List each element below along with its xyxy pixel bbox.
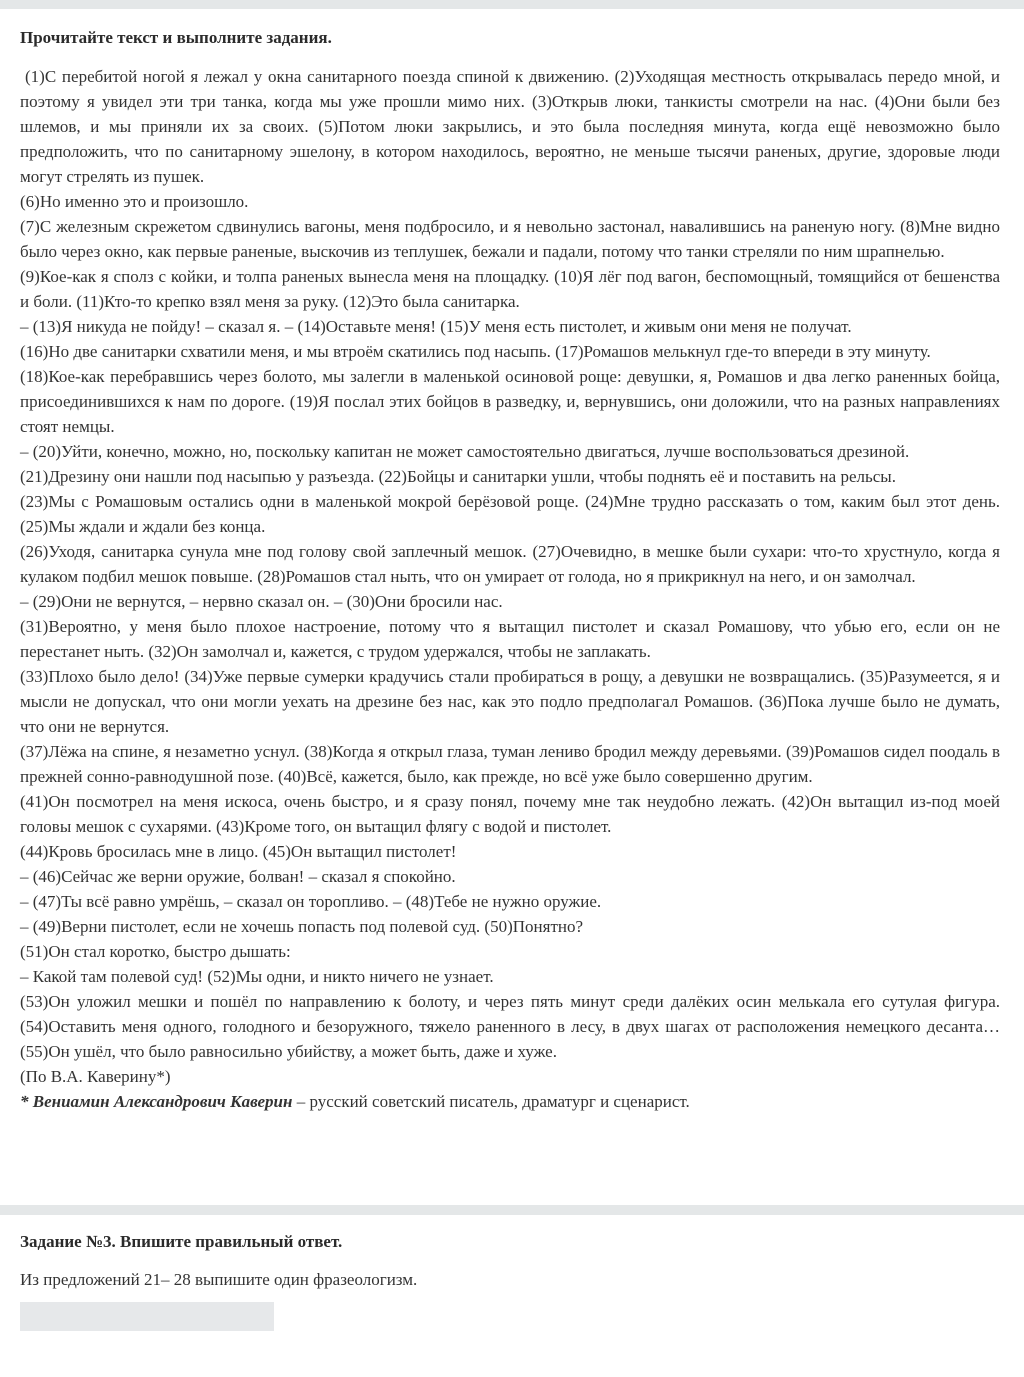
- story-paragraph: – (29)Они не вернутся, – нервно сказал он. – (30)Они бросили нас.: [20, 592, 503, 611]
- story-paragraph: – (20)Уйти, конечно, можно, но, поскольку капитан не может самостоятельно двигаться, лучше воспользоваться дрезиной.: [20, 442, 910, 461]
- footnote-text: – русский советский писатель, драматург и сценарист.: [292, 1092, 690, 1111]
- story-paragraph: (6)Но именно это и произошло.: [20, 192, 249, 211]
- story-paragraph: – (47)Ты всё равно умрёшь, – сказал он торопливо. – (48)Тебе не нужно оружие.: [20, 892, 602, 911]
- page-heading: Прочитайте текст и выполните задания.: [20, 28, 332, 47]
- task-question: Из предложений 21– 28 выпишите один фразеологизм.: [20, 1270, 418, 1289]
- story-paragraph: – (13)Я никуда не пойду! – сказал я. – (14)Оставьте меня! (15)У меня есть пистолет, и живым они меня не получат.: [20, 317, 852, 336]
- task-title: Задание №3. Впишите правильный ответ.: [20, 1232, 343, 1251]
- story-paragraph: (51)Он стал коротко, быстро дышать:: [20, 942, 291, 961]
- task-section: [20, 1229, 1000, 1292]
- section-divider-bar: [0, 1205, 1024, 1215]
- story-paragraph: (21)Дрезину они нашли под насыпью у разъезда. (22)Бойцы и санитарки ушли, чтобы поднять её и поставить на рельсы.: [20, 467, 896, 486]
- story-paragraph: (18)Кое-как перебравшись через болото, мы залегли в маленькой осиновой роще: девушки, я, Ромашов и два легко раненных бойца, присоединившихся к нам по дороге. (19)Я послал этих бойцов в разведку, и, вернувшись, они доложили, что на разных направлениях стоят немцы.: [20, 367, 1000, 436]
- story-paragraph: (37)Лёжа на спине, я незаметно уснул. (38)Когда я открыл глаза, туман лениво бродил между деревьями. (39)Ромашов сидел поодаль в прежней сонно-равнодушной позе. (40)Всё, кажется, было, как прежде, но всё уже было совершенно другим.: [20, 742, 1000, 786]
- story-paragraph: (44)Кровь бросилась мне в лицо. (45)Он вытащил пистолет!: [20, 842, 457, 861]
- story-paragraph: (7)С железным скрежетом сдвинулись вагоны, меня подбросило, и я невольно застонал, навалившись на раненую ногу. (8)Мне видно было через окно, как первые раненые, выскочив из теплушек, бежали и падали, потому что танки стреляли по ним шрапнелью.: [20, 217, 1000, 261]
- story-paragraph: (53)Он уложил мешки и пошёл по направлению к болоту, и через пять минут среди далёких осин мелькала его сутулая фигура. (54)Оставить меня одного, голодного и безоружного, тяжело раненного в лесу, в двух шагах от расположения немецкого десанта… (55)Он ушёл, что было равносильно убийству, а может быть, даже и хуже.: [20, 992, 1000, 1061]
- story-paragraph: (1)С перебитой ногой я лежал у окна санитарного поезда спиной к движению. (2)Уходящая местность открывалась передо мной, и поэтому я увидел эти три танка, когда мы уже прошли мимо них. (3)Открыв люки, танкисты смотрели на нас. (4)Они были без шлемов, и мы приняли их за своих. (5)Потом люки закрылись, и это была последняя минута, когда ещё невозможно было предположить, что по санитарному эшелону, в котором находилось, вероятно, не меньше тысячи раненых, другие, здоровые люди могут стрелять из пушек.: [20, 67, 1000, 186]
- author-footnote: [20, 1089, 1000, 1114]
- story-paragraph: (41)Он посмотрел на меня искоса, очень быстро, и я сразу понял, почему мне так неудобно лежать. (42)Он вытащил из-под моей головы мешок с сухарями. (43)Кроме того, он вытащил флягу с водой и пистолет.: [20, 792, 1000, 836]
- story-paragraph: (26)Уходя, санитарка сунула мне под голову свой заплечный мешок. (27)Очевидно, в мешке были сухари: что-то хрустнуло, когда я кулаком подбил мешок повыше. (28)Ромашов стал ныть, что он умирает от голода, но я прикрикнул на него, и он замолчал.: [20, 542, 1000, 586]
- story-paragraph: – (46)Сейчас же верни оружие, болван! – сказал я спокойно.: [20, 867, 456, 886]
- reading-text-block: [20, 25, 1000, 1114]
- story-paragraph: (31)Вероятно, у меня было плохое настроение, потому что я вытащил пистолет и сказал Ромашову, что убью его, если он не перестанет ныть. (32)Он замолчал и, кажется, с трудом удержался, чтобы не заплакать.: [20, 617, 1000, 661]
- answer-input[interactable]: [20, 1302, 274, 1331]
- story-paragraph: – (49)Верни пистолет, если не хочешь попасть под полевой суд. (50)Понятно?: [20, 917, 584, 936]
- footnote-author: * Вениамин Александрович Каверин: [20, 1092, 293, 1111]
- story-paragraph: (23)Мы с Ромашовым остались одни в маленькой мокрой берёзовой роще. (24)Мне трудно рассказать о том, каким был этот день. (25)Мы ждали и ждали без конца.: [20, 492, 1000, 536]
- source-attribution: (По В.А. Каверину*): [20, 1067, 171, 1086]
- story-paragraph: (9)Кое-как я сполз с койки, и толпа раненых вынесла меня на площадку. (10)Я лёг под вагон, беспомощный, томящийся от бешенства и боли. (11)Кто-то крепко взял меня за руку. (12)Это была санитарка.: [20, 267, 1000, 311]
- top-divider-bar: [0, 0, 1024, 9]
- story-paragraph: (16)Но две санитарки схватили меня, и мы втроём скатились под насыпь. (17)Ромашов мелькнул где-то впереди в эту минуту.: [20, 342, 931, 361]
- story-paragraph: – Какой там полевой суд! (52)Мы одни, и никто ничего не узнает.: [20, 967, 494, 986]
- story-paragraph: (33)Плохо было дело! (34)Уже первые сумерки крадучись стали пробираться в рощу, а девушки не возвращались. (35)Разумеется, я и мысли не допускал, что они могли уехать на дрезине без нас, как это подло предполагал Ромашов. (36)Пока лучше было не думать, что они не вернутся.: [20, 667, 1000, 736]
- story-text: [20, 64, 1000, 1114]
